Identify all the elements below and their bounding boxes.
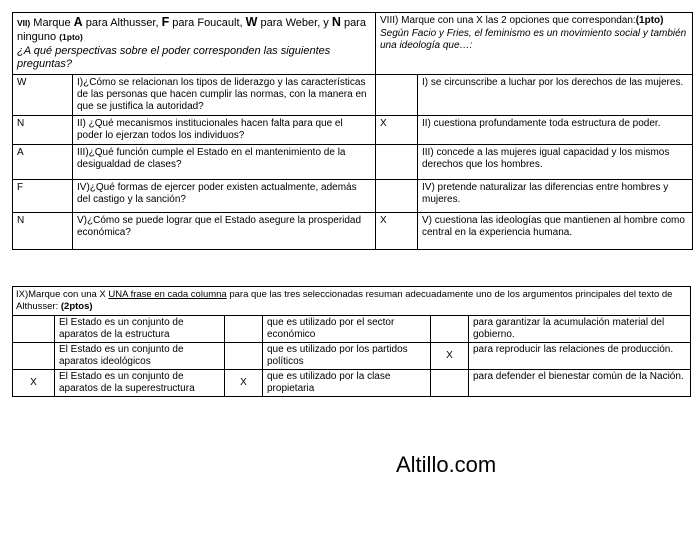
answer-cell: W (13, 75, 73, 116)
phrase-cell: que es utilizado por el sector económico (263, 315, 431, 342)
phrase-cell: para defender el bienestar común de la Nación. (469, 369, 691, 396)
section-vii-number: VII) (17, 18, 31, 28)
question-cell: V)¿Cómo se puede lograr que el Estado asegure la prosperidad económica? (73, 213, 376, 250)
site-watermark: Altillo.com (396, 452, 497, 477)
section-ix-table (12, 286, 691, 397)
mark-cell (13, 342, 55, 369)
mark-cell (431, 315, 469, 342)
option-cell: III) concede a las mujeres igual capacidad y los mismos derechos que los hombres. (418, 145, 693, 180)
header-row (13, 13, 693, 75)
phrase-cell: que es utilizado por la clase propietaria (263, 369, 431, 396)
phrase-cell: que es utilizado por los partidos políticos (263, 342, 431, 369)
table-row (13, 369, 691, 396)
question-cell: I)¿Cómo se relacionan los tipos de liderazgo y las características de las personas que hacen cumplir las normas, con la manera en que se justifica la autoridad? (73, 75, 376, 116)
mark-cell (13, 315, 55, 342)
question-cell: III)¿Qué función cumple el Estado en el mantenimiento de la desigualdad de clases? (73, 145, 376, 180)
table-row (13, 180, 693, 213)
answer-cell: N (13, 116, 73, 145)
question-cell: II) ¿Qué mecanismos institucionales hacen falta para que el poder lo ejerzan todos los individuos? (73, 116, 376, 145)
phrase-cell: El Estado es un conjunto de aparatos de la superestructura (55, 369, 225, 396)
section-viii-intro: Según Facio y Fries, el feminismo es un movimiento social y también una ideología que…: (380, 27, 687, 51)
table-row (13, 75, 693, 116)
phrase-cell: para reproducir las relaciones de producción. (469, 342, 691, 369)
sections-vii-viii-table (12, 12, 693, 250)
table-row (13, 342, 691, 369)
section-ix-header: IX)Marque con una X UNA frase en cada columna para que las tres seleccionadas resuman adecuadamente uno de los argumentos principales del texto de Althusser: (2ptos) (13, 287, 691, 316)
section-vii-header: VII) Marque A para Althusser, F para Foucault, W para Weber, y N para ninguno (1pto) ¿A qué perspectivas sobre el poder corresponden las siguientes preguntas? (13, 13, 376, 75)
section-viii-header (376, 13, 693, 75)
mark-cell (376, 145, 418, 180)
option-cell: II) cuestiona profundamente toda estructura de poder. (418, 116, 693, 145)
option-cell: IV) pretende naturalizar las diferencias entre hombres y mujeres. (418, 180, 693, 213)
mark-cell (376, 180, 418, 213)
phrase-cell: El Estado es un conjunto de aparatos de la estructura (55, 315, 225, 342)
table-row (13, 315, 691, 342)
answer-cell: N (13, 213, 73, 250)
mark-cell: X (376, 213, 418, 250)
mark-cell: X (225, 369, 263, 396)
underlined-instruction: UNA frase en cada columna (108, 289, 227, 300)
section-viii-title: VIII) Marque con una X las 2 opciones que correspondan: (380, 15, 636, 26)
section-ix-header-row (13, 287, 691, 316)
table-row (13, 145, 693, 180)
phrase-cell: para garantizar la acumulación material del gobierno. (469, 315, 691, 342)
section-vii-question: ¿A qué perspectivas sobre el poder corresponden las siguientes preguntas? (17, 44, 331, 71)
table-row (13, 116, 693, 145)
table-row (13, 213, 693, 250)
section-ix-points: (2ptos) (60, 300, 93, 312)
mark-cell (225, 315, 263, 342)
option-cell: I) se circunscribe a luchar por los derechos de las mujeres. (418, 75, 693, 116)
answer-cell: A (13, 145, 73, 180)
answer-cell: F (13, 180, 73, 213)
section-vii-points: (1pto) (59, 31, 83, 42)
mark-cell: X (431, 342, 469, 369)
phrase-cell: El Estado es un conjunto de aparatos ideológicos (55, 342, 225, 369)
mark-cell: X (376, 116, 418, 145)
mark-cell (376, 75, 418, 116)
mark-cell: X (13, 369, 55, 396)
mark-cell (225, 342, 263, 369)
section-viii-points: (1pto) (635, 15, 664, 26)
mark-cell (431, 369, 469, 396)
question-cell: IV)¿Qué formas de ejercer poder existen actualmente, además del castigo y la sanción? (73, 180, 376, 213)
option-cell: V) cuestiona las ideologías que mantienen al hombre como central en la experiencia humana. (418, 213, 693, 250)
